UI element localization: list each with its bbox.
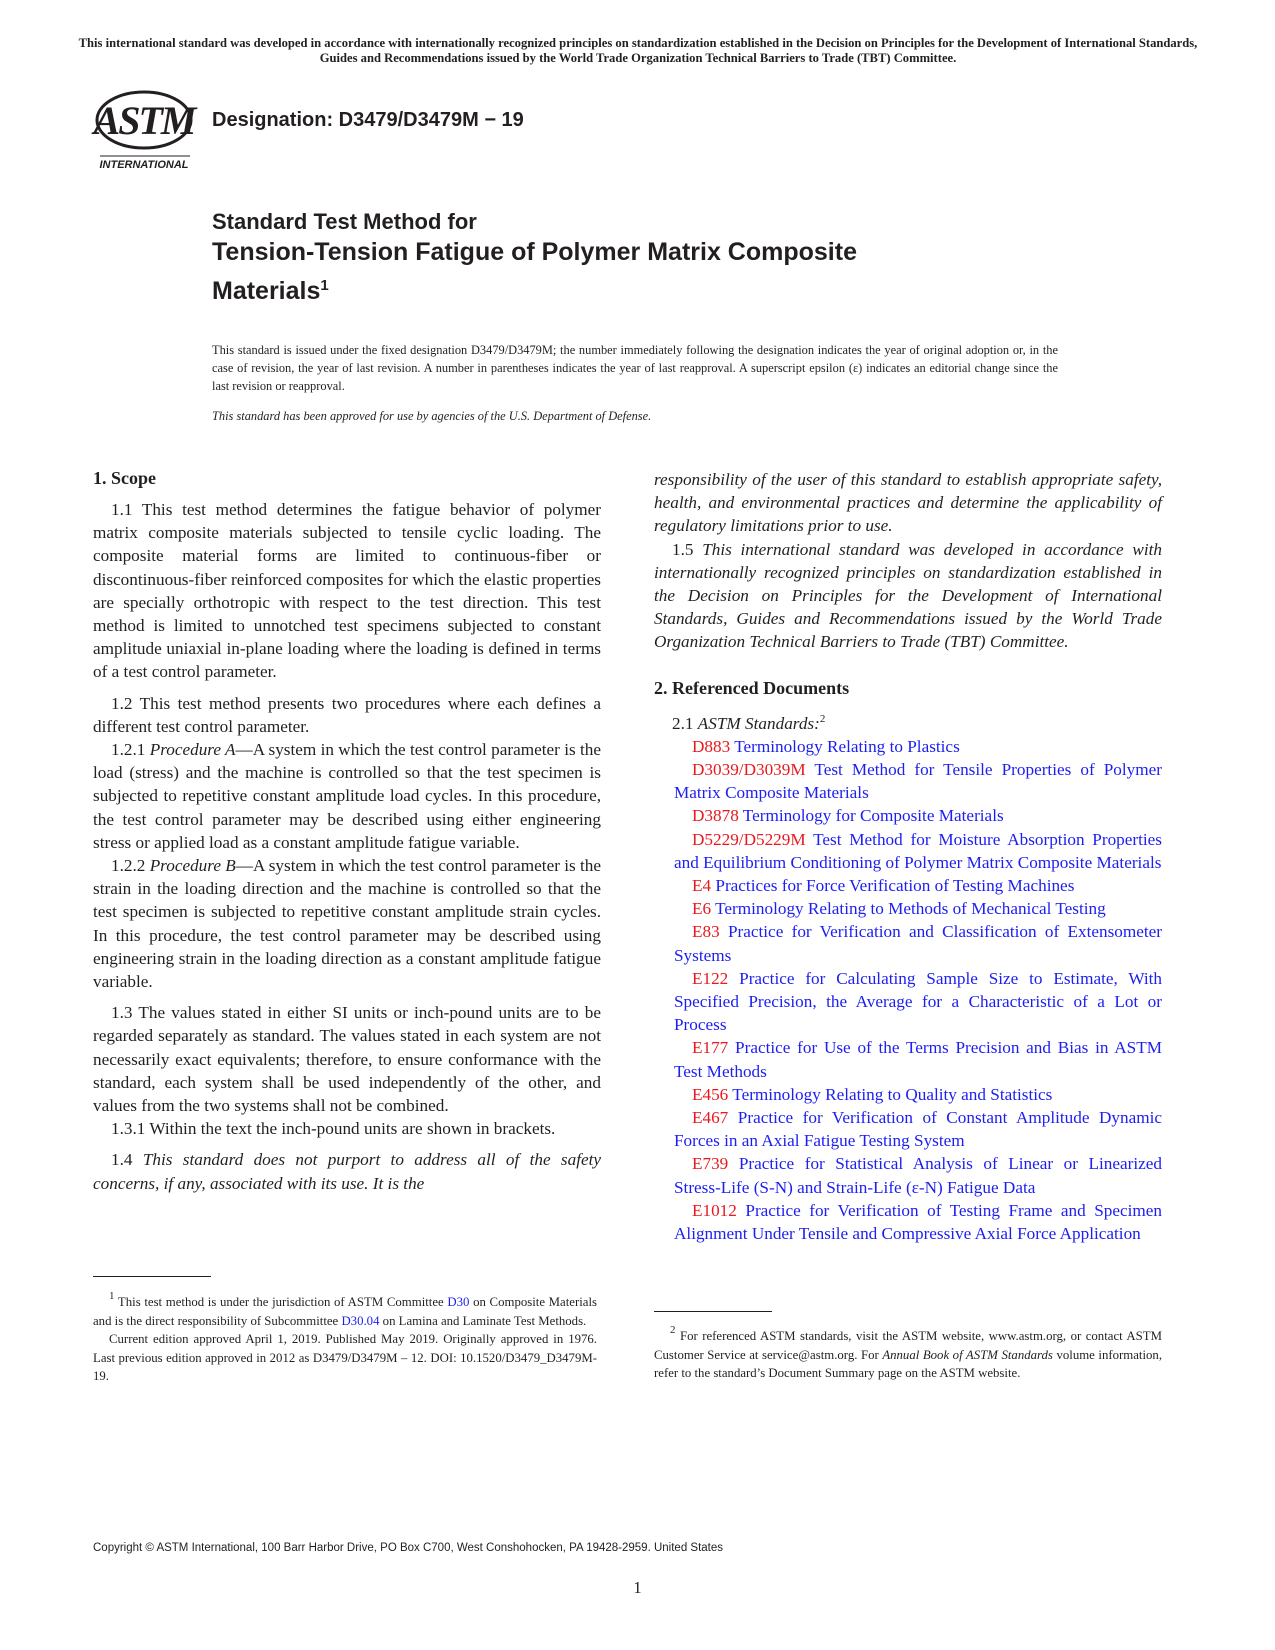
reference-title-link[interactable]: Practice for Verification of Constant Amplitude Dynamic Forces in an Axial Fatigue Testing System [674,1108,1162,1151]
paragraph-1-2-1 [93,738,601,854]
title-line-1: Standard Test Method for [212,209,477,234]
reference-title-link[interactable]: Practices for Force Verification of Testing Machines [715,876,1075,896]
footnote-2 [654,1321,1162,1383]
issuance-statement: This standard is issued under the fixed designation D3479/D3479M; the number immediately following the designation indicates the year of original adoption or, in the case of revision, the year of last revision. A number in parentheses indicates the year of last reapproval. A superscript epsilon (ε) indicates an editorial change since the last revision or reapproval. [212,343,1058,393]
astm-standards-label: ASTM Standards: [697,713,820,733]
footnote-1-text-a: This test method is under the jurisdiction of ASTM Committee [114,1295,448,1309]
subcommittee-d30-04-link[interactable]: D30.04 [341,1313,380,1328]
paragraph-1-2-2-number: 1.2.2 [111,856,150,876]
reference-item[interactable] [654,1036,1162,1082]
paragraph-1-5-text: This international standard was developed in accordance with internationally recognized principles on standardization established in the Decision on Principles for the Development of International Standards, Guides and Recommendations issued by the World Trade Organization Technical Barriers to Trade (TBT) Committee. [654,539,1162,652]
paragraph-1-2-1-number: 1.2.1 [111,740,150,760]
procedure-a-label: Procedure A [149,740,236,760]
footnote-2-paragraph [654,1321,1162,1383]
paragraph-1-2-2 [93,854,601,993]
reference-item[interactable] [654,920,1162,966]
astm-logo [86,86,202,178]
reference-item[interactable] [654,828,1162,874]
astm-standards-intro [654,708,1162,735]
reference-title-link[interactable]: Terminology for Composite Materials [742,806,1004,826]
left-column [93,466,601,1195]
paragraph-1-4-text: This standard does not purport to address all of the safety concerns, if any, associated with its use. It is the [93,1150,601,1193]
dod-approval-note: This standard has been approved for use by agencies of the U.S. Department of Defense. [212,409,652,423]
annual-book-title: Annual Book of ASTM Standards [882,1347,1053,1362]
title-line-3-text: Materials [212,277,321,305]
reference-title-link[interactable]: Practice for Verification of Testing Frame and Specimen Alignment Under Tensile and Compressive Axial Force Application [674,1200,1162,1244]
footnote-2-mark: 2 [670,1324,676,1336]
reference-title-link[interactable]: Terminology Relating to Quality and Statistics [732,1084,1053,1104]
reference-code-link[interactable]: E739 [692,1154,729,1174]
paragraph-1-5 [654,538,1162,654]
reference-title-link[interactable]: Practice for Calculating Sample Size to Estimate, With Specified Precision, the Average for a Characteristic of a Lot or Process [674,968,1162,1035]
reference-code-link[interactable]: E6 [692,899,712,919]
reference-item[interactable] [654,758,1162,804]
section-heading-scope: 1. Scope [93,468,156,488]
reference-title-link[interactable]: Test Method for Tensile Properties of Polymer Matrix Composite Materials [674,760,1162,803]
footnote-divider-right [654,1311,772,1312]
procedure-b-label: Procedure B [149,856,236,876]
footnote-2-text-a: For referenced ASTM standards, visit the ASTM website, www.astm.org, or contact ASTM Customer Service at service@astm.org. For [654,1329,1162,1362]
astm-logo-letters: ASTM [93,98,195,143]
reference-list [654,735,1162,1245]
reference-code-link[interactable]: E456 [692,1084,729,1104]
reference-code-link[interactable]: E83 [692,922,720,942]
page-number: 1 [633,1578,642,1597]
right-column [654,468,1162,1245]
footnote-1 [93,1287,597,1386]
footnote-1-paragraph [93,1287,597,1330]
reference-code-link[interactable]: E4 [692,876,712,896]
footnote-2-text-b: volume information, refer to the standard’s Document Summary page on the ASTM website. [654,1347,1163,1380]
paragraph-1-2-1-text: —A system in which the test control parameter is the load (stress) and the machine is controlled so that the test specimen is subjected to repetitive constant amplitude load cycles. In this procedure, the test control parameter may be described using either engineering stress or applied load as a constant amplitude fatigue variable. [93,740,601,852]
footnote-1-text-c: on Lamina and Laminate Test Methods. [379,1313,587,1328]
reference-item[interactable] [654,874,1162,897]
reference-title-link[interactable]: Terminology Relating to Methods of Mechanical Testing [715,899,1106,919]
designation: Designation: D3479/D3479M − 19 [212,109,524,131]
reference-item[interactable] [654,897,1162,920]
committee-d30-link[interactable]: D30 [447,1295,470,1309]
title-line-3 [212,269,1112,308]
paragraph-1-3-1: 1.3.1 Within the text the inch-pound units are shown in brackets. [111,1119,556,1139]
paragraph-1-1: 1.1 This test method determines the fatigue behavior of polymer matrix composite materials subjected to tensile cyclic loading. The composite material forms are limited to continuous-fiber or discontinuous-fiber reinforced composites for which the elastic properties are specially orthotropic with respect to the test direction. This test method is limited to unnotched test specimens subjected to constant amplitude uniaxial in-plane loading where the loading is defined in terms of a test control parameter. [93,500,601,682]
reference-code-link[interactable]: E122 [692,968,729,988]
reference-title-link[interactable]: Terminology Relating to Plastics [734,736,960,756]
astm-logo-wordmark: INTERNATIONAL [99,159,189,171]
document-title [212,208,1112,308]
reference-code-link[interactable]: D3039/D3039M [692,760,806,780]
reference-code-link[interactable]: E177 [692,1038,729,1058]
reference-item[interactable] [654,735,1162,758]
reference-title-link[interactable]: Test Method for Moisture Absorption Properties and Equilibrium Conditioning of Polymer Matrix Composite Materials [674,829,1162,872]
paragraph-1-5-number: 1.5 [672,539,703,559]
footnote-1-mark: 1 [109,1290,115,1302]
paragraph-1-4 [93,1148,601,1194]
top-notice: This international standard was developed in accordance with internationally recognized principles on standardization established in the Decision on Principles for the Development of International Standards, Guides and Recommendations issued by the World Trade Organization Technical Barriers to Trade (TBT) Committee. [78,36,1198,65]
section-heading-referenced-documents: 2. Referenced Documents [654,677,850,698]
reference-item[interactable] [654,1083,1162,1106]
reference-code-link[interactable]: D883 [692,736,731,756]
reference-code-link[interactable]: D5229/D5229M [692,829,806,849]
reference-code-link[interactable]: E1012 [692,1200,737,1220]
title-footnote-mark: 1 [320,277,329,294]
reference-item[interactable] [654,804,1162,827]
paragraph-1-2-2-text: —A system in which the test control parameter is the strain in the loading direction and the machine is controlled so that the test specimen is subjected to repetitive constant amplitude strain cycles. In this procedure, the test control parameter may be described using engineering strain in the loading direction as a constant amplitude fatigue variable. [93,856,602,992]
title-line-2: Tension-Tension Fatigue of Polymer Matrix Composite [212,238,857,266]
reference-title-link[interactable]: Practice for Statistical Analysis of Linear or Linearized Stress-Life (S-N) and Strain-Life (ε-N) Fatigue Data [674,1154,1162,1197]
reference-item[interactable] [654,967,1162,1037]
reference-code-link[interactable]: E467 [692,1108,729,1128]
astm-standards-number: 2.1 [672,713,698,733]
reference-item[interactable] [654,1199,1162,1245]
reference-title-link[interactable]: Practice for Use of the Terms Precision and Bias in ASTM Test Methods [674,1038,1163,1081]
astm-standards-footnote-mark: 2 [819,712,826,725]
footnote-divider-left [93,1276,211,1277]
paragraph-1-3: 1.3 The values stated in either SI units or inch-pound units are to be regarded separately as standard. The values stated in each system are not necessarily exact equivalents; therefore, to ensure conformance with the standard, each system shall be used independently of the other, and values from the two systems shall not be combined. [93,1003,601,1116]
copyright-line: Copyright © ASTM International, 100 Barr Harbor Drive, PO Box C700, West Conshohocken, PA 19428-2959. United States [93,1542,724,1554]
reference-item[interactable] [654,1152,1162,1198]
footnote-1-edition: Current edition approved April 1, 2019. Published May 2019. Originally approved in 1976. Last previous edition approved in 2012 as D3479/D3479M – 12. DOI: 10.1520/D3479_D3479M-19. [93,1332,597,1383]
paragraph-1-2: 1.2 This test method presents two procedures where each defines a different test control parameter. [93,693,601,736]
reference-title-link[interactable]: Practice for Verification and Classification of Extensometer Systems [674,922,1162,965]
reference-code-link[interactable]: D3878 [692,806,739,826]
paragraph-1-4-continued: responsibility of the user of this standard to establish appropriate safety, health, and environmental practices and determine the applicability of regulatory limitations prior to use. [654,470,1162,536]
footnote-1-text-b: on Composite Materials and is the direct responsibility of Subcommittee [93,1295,597,1328]
reference-item[interactable] [654,1106,1162,1152]
paragraph-1-4-number: 1.4 [111,1150,143,1170]
